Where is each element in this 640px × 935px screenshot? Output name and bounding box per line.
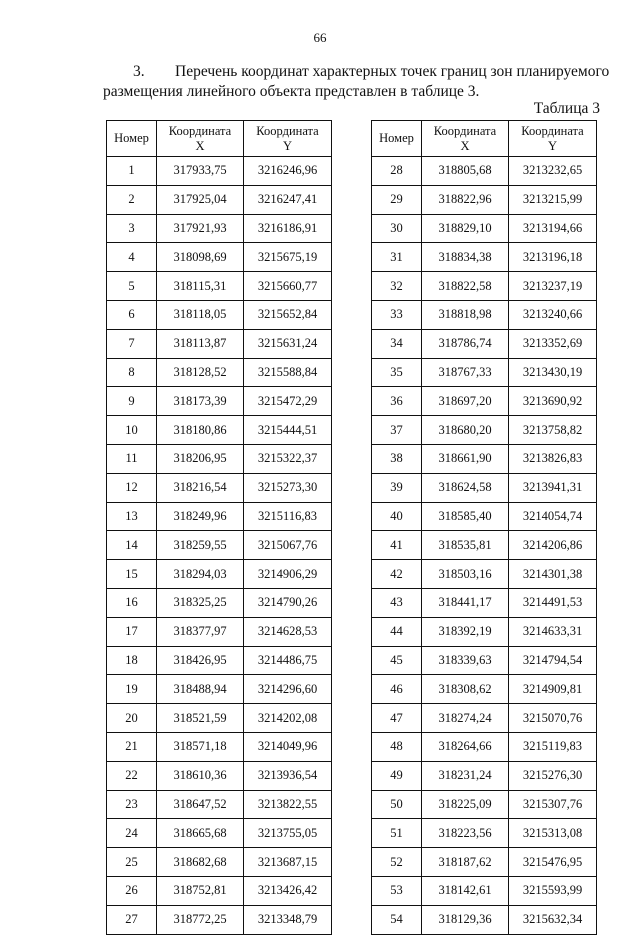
cell-x: 318822,96 [422, 185, 509, 214]
cell-x: 318441,17 [422, 588, 509, 617]
cell-x: 318786,74 [422, 329, 509, 358]
table-row [372, 444, 597, 473]
table-row [372, 214, 597, 243]
cell-y: 3214301,38 [509, 560, 597, 589]
cell-number: 9 [107, 387, 157, 416]
coordinates-table-left [106, 120, 332, 935]
cell-number: 26 [107, 876, 157, 905]
cell-number: 16 [107, 588, 157, 617]
cell-number: 52 [372, 848, 422, 877]
cell-number: 39 [372, 473, 422, 502]
cell-y: 3215631,24 [244, 329, 332, 358]
cell-number: 20 [107, 704, 157, 733]
cell-number: 4 [107, 243, 157, 272]
cell-number: 43 [372, 588, 422, 617]
cell-number: 44 [372, 617, 422, 646]
table-header-row [107, 121, 332, 157]
cell-x: 318661,90 [422, 444, 509, 473]
cell-x: 318274,24 [422, 704, 509, 733]
cell-number: 27 [107, 905, 157, 934]
cell-x: 318610,36 [157, 761, 244, 790]
cell-x: 318325,25 [157, 588, 244, 617]
cell-y: 3213826,83 [509, 444, 597, 473]
cell-y: 3214049,96 [244, 732, 332, 761]
table-row [372, 387, 597, 416]
cell-y: 3214909,81 [509, 675, 597, 704]
cell-y: 3216186,91 [244, 214, 332, 243]
table-row [107, 732, 332, 761]
cell-y: 3214491,53 [509, 588, 597, 617]
cell-x: 318503,16 [422, 560, 509, 589]
table-row [107, 704, 332, 733]
table-row [107, 560, 332, 589]
cell-y: 3216246,96 [244, 157, 332, 186]
header-y-axis: Y [282, 138, 293, 153]
cell-y: 3214906,29 [244, 560, 332, 589]
cell-number: 25 [107, 848, 157, 877]
table-row [372, 531, 597, 560]
table-row [372, 329, 597, 358]
cell-y: 3213194,66 [509, 214, 597, 243]
header-number: Номер [372, 121, 422, 157]
table-row [372, 876, 597, 905]
table-row [372, 819, 597, 848]
cell-number: 35 [372, 358, 422, 387]
paragraph-number: 3. [133, 63, 145, 80]
cell-y: 3213430,19 [509, 358, 597, 387]
cell-y: 3213196,18 [509, 243, 597, 272]
header-x-label: Координата [168, 123, 232, 138]
cell-number: 28 [372, 157, 422, 186]
cell-x: 318426,95 [157, 646, 244, 675]
table-row [107, 848, 332, 877]
cell-x: 317925,04 [157, 185, 244, 214]
cell-x: 318585,40 [422, 502, 509, 531]
table-row [372, 416, 597, 445]
header-coordinate-y [244, 121, 332, 157]
header-coordinate-y [509, 121, 597, 157]
cell-number: 48 [372, 732, 422, 761]
table-row [372, 560, 597, 589]
table-row [107, 617, 332, 646]
table-row [107, 876, 332, 905]
intro-paragraph [103, 62, 610, 102]
cell-x: 318392,19 [422, 617, 509, 646]
cell-number: 21 [107, 732, 157, 761]
header-y-label: Координата [256, 123, 319, 138]
cell-y: 3215652,84 [244, 300, 332, 329]
cell-y: 3213352,69 [509, 329, 597, 358]
cell-y: 3213426,42 [244, 876, 332, 905]
table-row [107, 502, 332, 531]
cell-number: 15 [107, 560, 157, 589]
table-row [107, 790, 332, 819]
cell-y: 3215313,08 [509, 819, 597, 848]
cell-y: 3215476,95 [509, 848, 597, 877]
cell-x: 318624,58 [422, 473, 509, 502]
table-row [107, 588, 332, 617]
cell-number: 23 [107, 790, 157, 819]
cell-x: 318772,25 [157, 905, 244, 934]
cell-x: 318822,58 [422, 272, 509, 301]
cell-y: 3213232,65 [509, 157, 597, 186]
cell-x: 318225,09 [422, 790, 509, 819]
cell-number: 2 [107, 185, 157, 214]
cell-y: 3215588,84 [244, 358, 332, 387]
table-row [107, 272, 332, 301]
cell-x: 318767,33 [422, 358, 509, 387]
cell-number: 1 [107, 157, 157, 186]
cell-x: 318829,10 [422, 214, 509, 243]
cell-y: 3214790,26 [244, 588, 332, 617]
cell-y: 3213690,92 [509, 387, 597, 416]
cell-y: 3213240,66 [509, 300, 597, 329]
cell-y: 3214202,08 [244, 704, 332, 733]
table-row [107, 473, 332, 502]
cell-y: 3214054,74 [509, 502, 597, 531]
cell-x: 318339,63 [422, 646, 509, 675]
cell-y: 3215273,30 [244, 473, 332, 502]
cell-y: 3215632,34 [509, 905, 597, 934]
cell-number: 18 [107, 646, 157, 675]
cell-x: 318571,18 [157, 732, 244, 761]
cell-y: 3215119,83 [509, 732, 597, 761]
cell-x: 318173,39 [157, 387, 244, 416]
cell-y: 3215307,76 [509, 790, 597, 819]
table-row [107, 329, 332, 358]
cell-number: 7 [107, 329, 157, 358]
table-row [107, 646, 332, 675]
cell-x: 318680,20 [422, 416, 509, 445]
table-row [372, 157, 597, 186]
cell-x: 318118,05 [157, 300, 244, 329]
cell-x: 318180,86 [157, 416, 244, 445]
cell-number: 8 [107, 358, 157, 387]
table-row [372, 185, 597, 214]
cell-number: 50 [372, 790, 422, 819]
cell-y: 3213687,15 [244, 848, 332, 877]
cell-y: 3215070,76 [509, 704, 597, 733]
table-row [107, 819, 332, 848]
table-row [107, 300, 332, 329]
cell-number: 29 [372, 185, 422, 214]
table-row [372, 243, 597, 272]
cell-x: 318264,66 [422, 732, 509, 761]
cell-number: 45 [372, 646, 422, 675]
cell-number: 22 [107, 761, 157, 790]
cell-y: 3213237,19 [509, 272, 597, 301]
cell-y: 3213822,55 [244, 790, 332, 819]
cell-y: 3216247,41 [244, 185, 332, 214]
header-number: Номер [107, 121, 157, 157]
table-row [372, 588, 597, 617]
cell-x: 318377,97 [157, 617, 244, 646]
table-row [372, 675, 597, 704]
cell-number: 32 [372, 272, 422, 301]
cell-x: 318115,31 [157, 272, 244, 301]
cell-x: 318216,54 [157, 473, 244, 502]
cell-x: 318128,52 [157, 358, 244, 387]
cell-x: 318818,98 [422, 300, 509, 329]
cell-number: 11 [107, 444, 157, 473]
cell-number: 31 [372, 243, 422, 272]
header-x-label: Координата [433, 123, 497, 138]
cell-y: 3215660,77 [244, 272, 332, 301]
cell-number: 24 [107, 819, 157, 848]
cell-x: 317933,75 [157, 157, 244, 186]
cell-y: 3214794,54 [509, 646, 597, 675]
cell-number: 5 [107, 272, 157, 301]
cell-x: 318665,68 [157, 819, 244, 848]
cell-x: 318521,59 [157, 704, 244, 733]
cell-number: 47 [372, 704, 422, 733]
table-row [107, 675, 332, 704]
table-row [372, 761, 597, 790]
table-row [372, 358, 597, 387]
table-row [107, 387, 332, 416]
cell-x: 318535,81 [422, 531, 509, 560]
cell-x: 318682,68 [157, 848, 244, 877]
cell-x: 317921,93 [157, 214, 244, 243]
header-x-axis: X [460, 138, 470, 153]
cell-number: 14 [107, 531, 157, 560]
page-number: 66 [313, 30, 327, 45]
cell-y: 3213941,31 [509, 473, 597, 502]
table-row [372, 905, 597, 934]
cell-x: 318752,81 [157, 876, 244, 905]
cell-number: 41 [372, 531, 422, 560]
cell-y: 3215116,83 [244, 502, 332, 531]
table-row [372, 502, 597, 531]
cell-y: 3214296,60 [244, 675, 332, 704]
cell-x: 318647,52 [157, 790, 244, 819]
cell-y: 3215276,30 [509, 761, 597, 790]
cell-number: 38 [372, 444, 422, 473]
cell-x: 318113,87 [157, 329, 244, 358]
cell-y: 3213936,54 [244, 761, 332, 790]
cell-x: 318259,55 [157, 531, 244, 560]
cell-number: 42 [372, 560, 422, 589]
table-row [372, 617, 597, 646]
header-coordinate-x [157, 121, 244, 157]
table-row [372, 848, 597, 877]
table-row [372, 790, 597, 819]
cell-y: 3215067,76 [244, 531, 332, 560]
table-row [372, 272, 597, 301]
cell-number: 12 [107, 473, 157, 502]
cell-number: 19 [107, 675, 157, 704]
cell-x: 318223,56 [422, 819, 509, 848]
cell-number: 13 [107, 502, 157, 531]
cell-y: 3215444,51 [244, 416, 332, 445]
table-row [372, 300, 597, 329]
cell-x: 318206,95 [157, 444, 244, 473]
cell-number: 36 [372, 387, 422, 416]
cell-number: 33 [372, 300, 422, 329]
table-row [107, 243, 332, 272]
table-row [107, 416, 332, 445]
cell-number: 3 [107, 214, 157, 243]
table-header-row [372, 121, 597, 157]
cell-number: 49 [372, 761, 422, 790]
cell-number: 51 [372, 819, 422, 848]
coordinates-table-right [371, 120, 597, 935]
table-row [107, 358, 332, 387]
table-row [107, 444, 332, 473]
cell-number: 40 [372, 502, 422, 531]
cell-x: 318249,96 [157, 502, 244, 531]
cell-number: 54 [372, 905, 422, 934]
cell-y: 3214206,86 [509, 531, 597, 560]
cell-number: 6 [107, 300, 157, 329]
cell-x: 318488,94 [157, 675, 244, 704]
cell-x: 318308,62 [422, 675, 509, 704]
cell-y: 3215322,37 [244, 444, 332, 473]
cell-x: 318231,24 [422, 761, 509, 790]
cell-y: 3215593,99 [509, 876, 597, 905]
cell-y: 3213755,05 [244, 819, 332, 848]
table-row [372, 646, 597, 675]
header-x-axis: X [195, 138, 205, 153]
cell-x: 318098,69 [157, 243, 244, 272]
cell-x: 318294,03 [157, 560, 244, 589]
cell-y: 3213758,82 [509, 416, 597, 445]
table-row [372, 473, 597, 502]
table-row [372, 732, 597, 761]
cell-y: 3213348,79 [244, 905, 332, 934]
cell-x: 318805,68 [422, 157, 509, 186]
cell-number: 17 [107, 617, 157, 646]
table-row [107, 531, 332, 560]
cell-y: 3214486,75 [244, 646, 332, 675]
table-row [107, 214, 332, 243]
cell-number: 46 [372, 675, 422, 704]
paragraph-text-1: Перечень координат характерных точек границ зон планируемого [175, 63, 610, 80]
cell-y: 3215675,19 [244, 243, 332, 272]
table-row [107, 157, 332, 186]
cell-number: 30 [372, 214, 422, 243]
cell-number: 10 [107, 416, 157, 445]
header-y-axis: Y [547, 138, 558, 153]
table-row [107, 185, 332, 214]
cell-y: 3215472,29 [244, 387, 332, 416]
cell-y: 3214628,53 [244, 617, 332, 646]
header-y-label: Координата [521, 123, 584, 138]
cell-x: 318142,61 [422, 876, 509, 905]
cell-number: 37 [372, 416, 422, 445]
cell-number: 34 [372, 329, 422, 358]
cell-x: 318834,38 [422, 243, 509, 272]
table-row [107, 905, 332, 934]
table-row [107, 761, 332, 790]
paragraph-line-1 [103, 62, 610, 82]
table-row [372, 704, 597, 733]
cell-y: 3213215,99 [509, 185, 597, 214]
header-coordinate-x [422, 121, 509, 157]
table-caption: Таблица 3 [533, 100, 600, 117]
cell-x: 318697,20 [422, 387, 509, 416]
cell-x: 318187,62 [422, 848, 509, 877]
cell-number: 53 [372, 876, 422, 905]
cell-x: 318129,36 [422, 905, 509, 934]
cell-y: 3214633,31 [509, 617, 597, 646]
paragraph-line-2: размещения линейного объекта представлен в таблице 3. [103, 83, 480, 100]
